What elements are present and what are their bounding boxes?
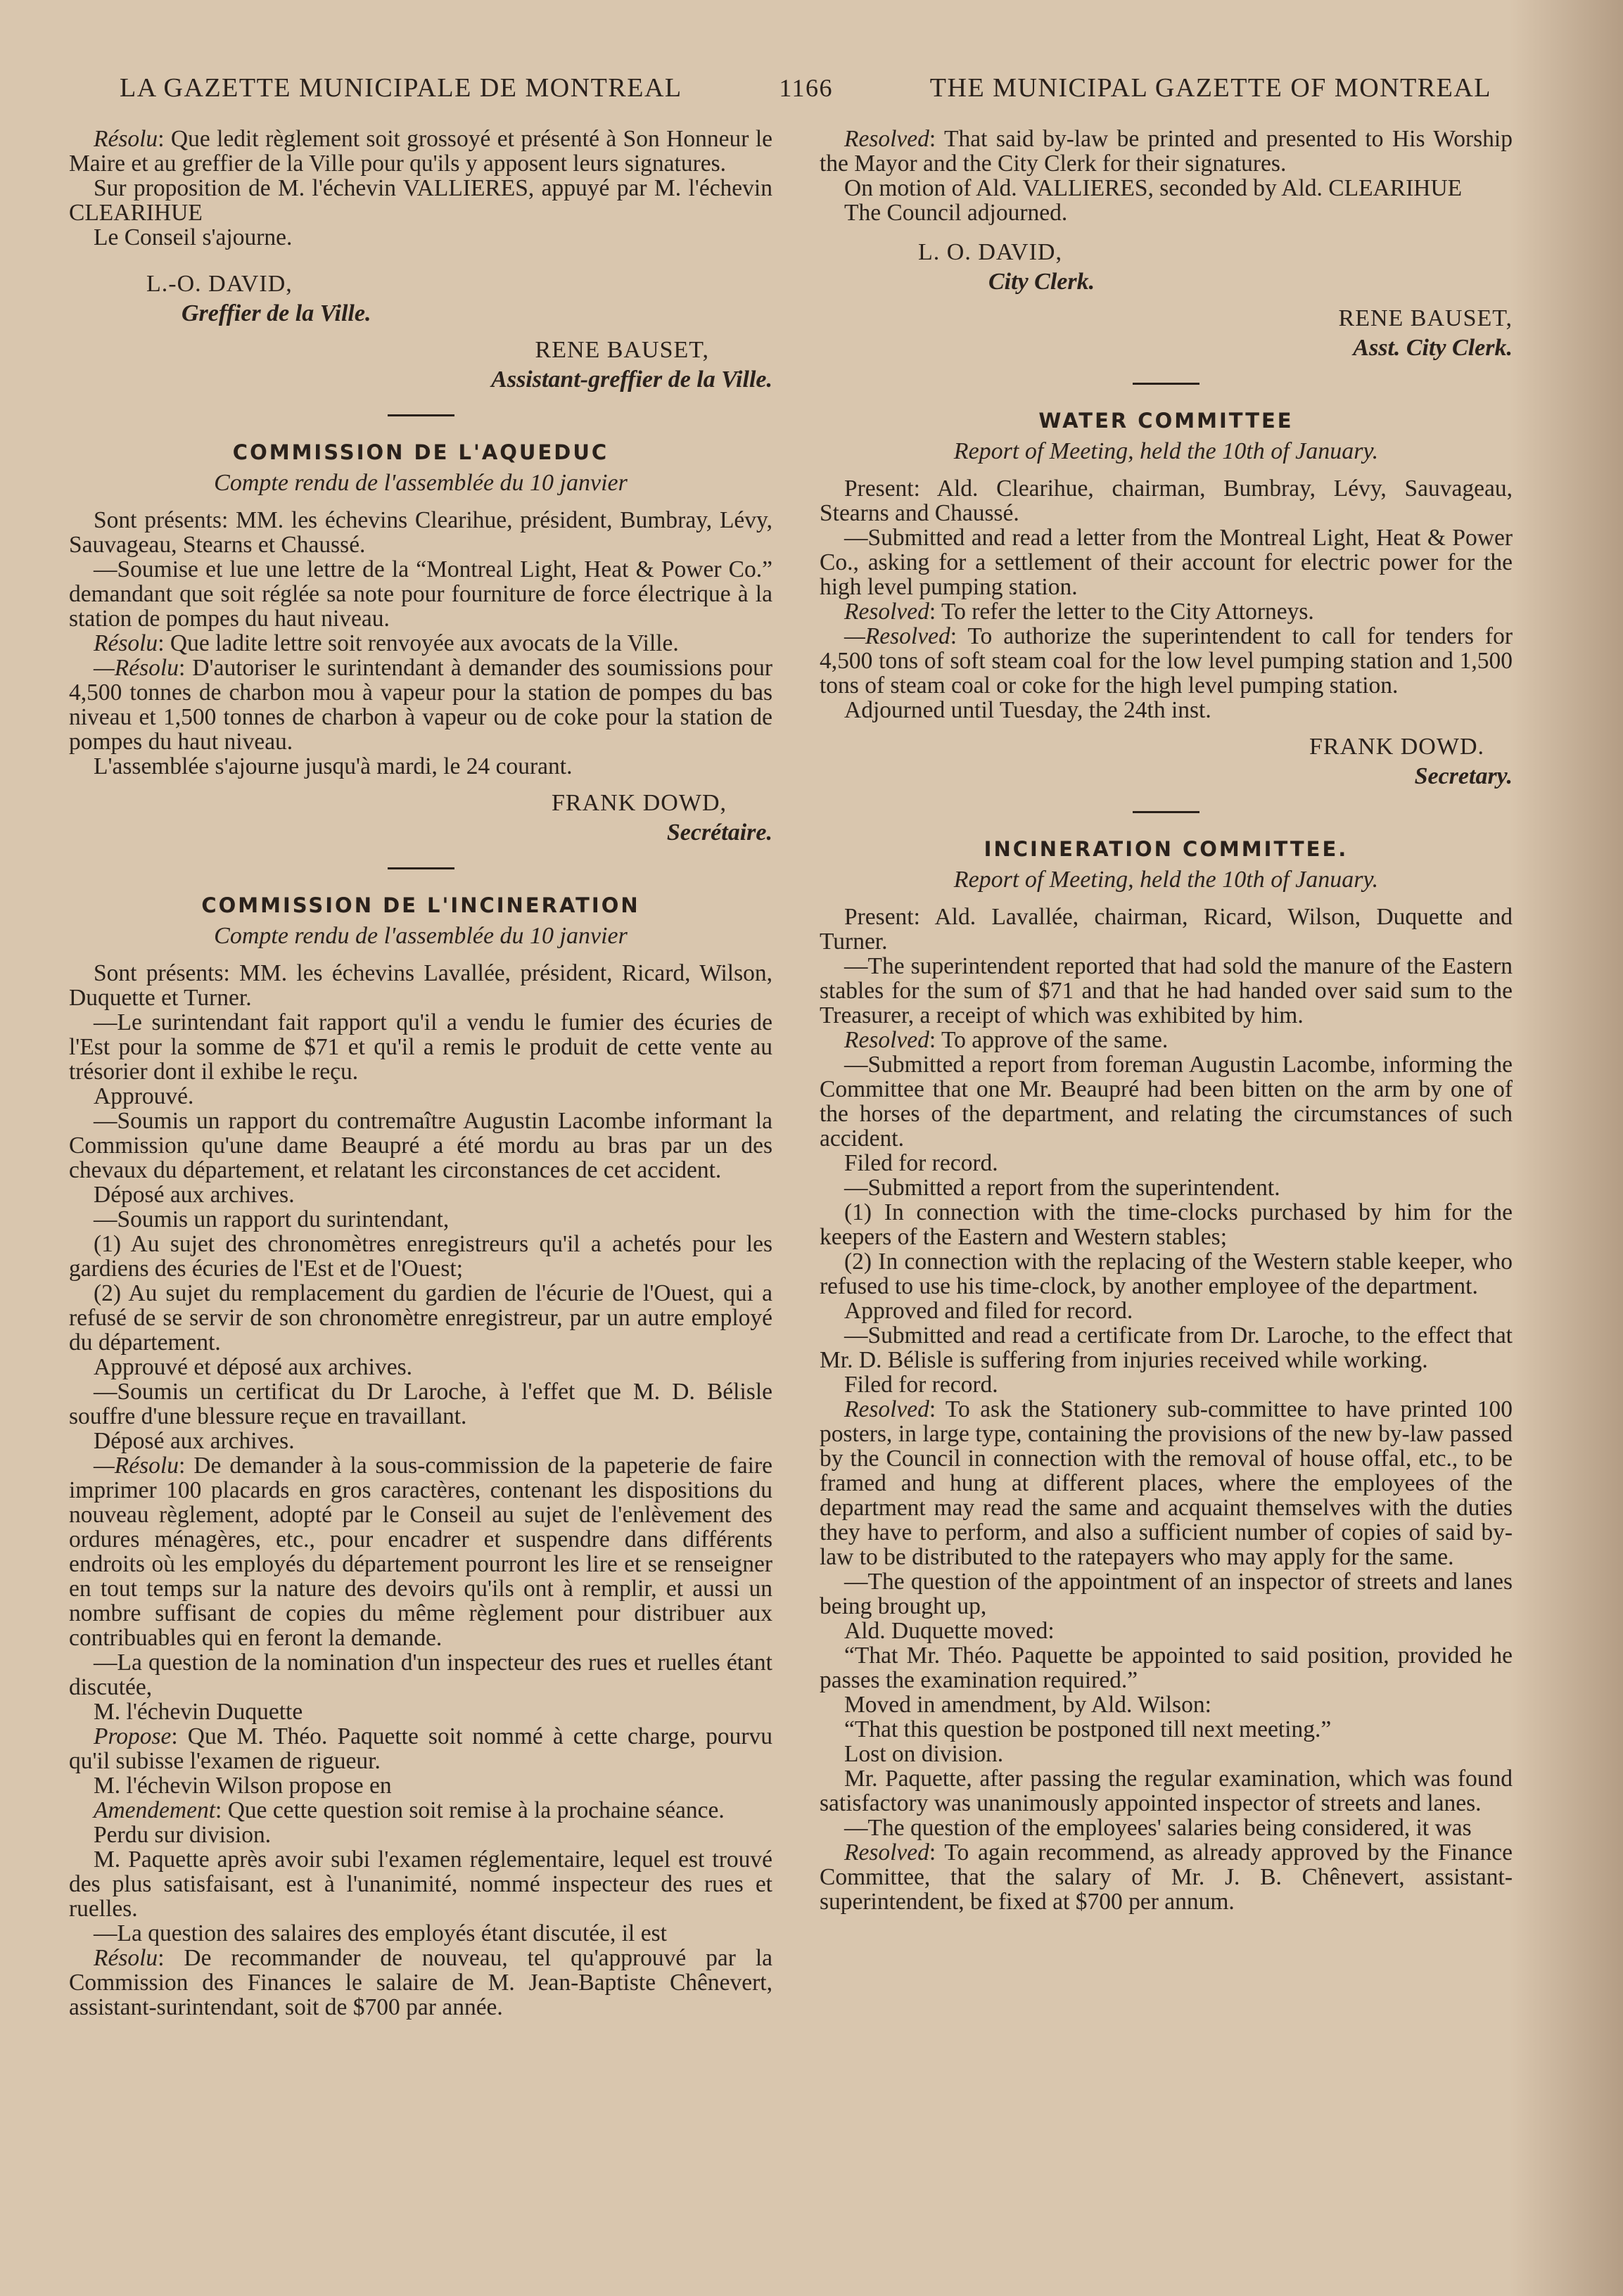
report-paragraph: Filed for record.	[844, 1372, 998, 1398]
report-paragraph: Approuvé et déposé aux archives.	[94, 1354, 413, 1380]
french-column	[69, 127, 772, 2020]
report-paragraph: Ald. Duquette moved:	[844, 1618, 1055, 1644]
clerk-signature: L. O. DAVID, City Clerk.	[918, 239, 1095, 295]
report-paragraph: Sont présents: MM. les échevins Lavallée, président, Ricard, Wilson, Duquette et Turner.	[69, 960, 772, 1011]
adjourn-paragraph: Le Conseil s'ajourne.	[94, 224, 293, 250]
report-paragraph: —La question de la nomination d'un inspecteur des rues et ruelles étant discutée,	[69, 1650, 772, 1700]
report-paragraph: Filed for record.	[844, 1150, 998, 1176]
report-paragraph: (1) In connection with the time-clocks purchased by him for the keepers of the Eastern and Western stables;	[820, 1199, 1513, 1250]
motion-paragraph: Propose: Que M. Théo. Paquette soit nommé à cette charge, pourvu qu'il subisse l'examen de rigueur.	[69, 1723, 772, 1774]
english-column	[820, 127, 1513, 1914]
report-paragraph: —Soumis un rapport du surintendant,	[94, 1206, 450, 1232]
resolution-paragraph: Résolu: Que ledit règlement soit grossoyé et présenté à Son Honneur le Maire et au greffier de la Ville pour qu'ils y apposent leurs signatures.	[69, 126, 772, 177]
report-paragraph: —Soumis un rapport du contremaître Augustin Lacombe informant la Commission qu'une dame Beaupré a été mordu au bras par un des chevaux du département, et relatant les circonstances de cet accident.	[69, 1108, 772, 1183]
attendance-paragraph: Sont présents: MM. les échevins Clearihue, président, Bumbray, Lévy, Sauvageau, Stearns et Chaussé.	[69, 507, 772, 558]
report-paragraph: —The question of the appointment of an inspector of streets and lanes being brought up,	[820, 1569, 1513, 1619]
header-english-title: THE MUNICIPAL GAZETTE OF MONTREAL	[929, 73, 1491, 103]
report-paragraph: Approuvé.	[94, 1083, 194, 1109]
resolution-paragraph: Resolved: To again recommend, as already approved by the Finance Committee, that the salary of Mr. J. B. Chênevert, assistant-superintendent, be fixed at $700 per annum.	[820, 1839, 1513, 1915]
report-paragraph: —Soumis un certificat du Dr Laroche, à l'effet que M. D. Bélisle souffre d'une blessure reçue en travaillant.	[69, 1379, 772, 1429]
attendance-paragraph: Present: Ald. Clearihue, chairman, Bumbray, Lévy, Sauvageau, Stearns and Chaussé.	[820, 476, 1513, 526]
report-paragraph: —La question des salaires des employés étant discutée, il est	[94, 1920, 667, 1946]
section-subtitle: Compte rendu de l'assemblée du 10 janvier	[214, 470, 628, 496]
header-french-title: LA GAZETTE MUNICIPALE DE MONTREAL	[120, 73, 682, 103]
motion-paragraph: On motion of Ald. VALLIERES, seconded by Ald. CLEARIHUE	[844, 175, 1463, 201]
section-divider	[1133, 383, 1199, 385]
section-subtitle: Report of Meeting, held the 10th of January.	[953, 867, 1379, 893]
resolution-paragraph: Resolved: That said by-law be printed and presented to His Worship the Mayor and the City Clerk for their signatures.	[820, 126, 1513, 177]
report-paragraph: —Le surintendant fait rapport qu'il a vendu le fumier des écuries de l'Est pour la somme de $71 et qu'il a remis le produit de cette vente au trésorier dont il exhibe le reçu.	[69, 1009, 772, 1085]
report-paragraph: “That Mr. Théo. Paquette be appointed to said position, provided he passes the examination required.”	[820, 1643, 1513, 1693]
section-divider	[1133, 811, 1199, 813]
report-paragraph: (1) Au sujet des chronomètres enregistreurs qu'il a achetés pour les gardiens des écuries de l'Est et de l'Ouest;	[69, 1231, 772, 1282]
report-paragraph: —The question of the employees' salaries being considered, it was	[844, 1815, 1472, 1841]
letter-paragraph: —Submitted and read a letter from the Montreal Light, Heat & Power Co., asking for a settlement of their account for electric power for the high level pumping station.	[820, 525, 1513, 600]
report-paragraph: M. l'échevin Wilson propose en	[94, 1773, 392, 1799]
report-paragraph: Déposé aux archives.	[94, 1428, 295, 1454]
adjourn-paragraph: L'assemblée s'ajourne jusqu'à mardi, le 24 courant.	[94, 753, 573, 779]
section-title: WATER COMMITTEE	[1038, 409, 1294, 433]
report-paragraph: “That this question be postponed till next meeting.”	[844, 1716, 1332, 1742]
report-paragraph: Perdu sur division.	[94, 1822, 272, 1848]
assistant-clerk-signature: RENE BAUSET, Assistant-greffier de la Ville.	[491, 337, 772, 393]
resolution-paragraph: Resolved: To ask the Stationery sub-committee to have printed 100 posters, in large type, containing the provisions of the new by-law passed by the Council in connection with the removal of house offal, etc., to be framed and hung at different places, where the employees of the department may read the same and acquaint themselves with the duties they have to perform, and also a sufficient number of copies of said by-law to be distributed to the ratepayers who may apply for the same.	[820, 1396, 1513, 1570]
assistant-clerk-signature: RENE BAUSET, Asst. City Clerk.	[1338, 305, 1513, 361]
report-paragraph: M. Paquette après avoir subi l'examen réglementaire, lequel est trouvé des plus satisfaisant, est à l'unanimité, nommé inspecteur des rues et ruelles.	[69, 1847, 772, 1922]
section-subtitle: Report of Meeting, held the 10th of January.	[953, 438, 1379, 464]
page-header	[120, 63, 1491, 113]
section-title: COMMISSION DE L'INCINERATION	[201, 893, 640, 917]
section-title: INCINERATION COMMITTEE.	[984, 837, 1349, 861]
report-paragraph: (2) In connection with the replacing of the Western stable keeper, who refused to use his time-clock, by another employee of the department.	[820, 1249, 1513, 1299]
motion-paragraph: Sur proposition de M. l'échevin VALLIERES, appuyé par M. l'échevin CLEARIHUE	[69, 175, 772, 226]
report-paragraph: —Submitted a report from foreman Augustin Lacombe, informing the Committee that one Mr. Beaupré had been bitten on the arm by one of the horses of the department, and relating the circumstances of such accident.	[820, 1052, 1513, 1152]
section-title: COMMISSION DE L'AQUEDUC	[232, 440, 609, 464]
resolution-paragraph: —Résolu: D'autoriser le surintendant à demander des soumissions pour 4,500 tonnes de charbon mou à vapeur pour la station de pompes du bas niveau et 1,500 tonnes de charbon à vapeur ou de coke pour la station de pompes du haut niveau.	[69, 655, 772, 755]
resolution-paragraph: Resolved: To refer the letter to the City Attorneys.	[844, 599, 1314, 625]
report-paragraph: Mr. Paquette, after passing the regular examination, which was found satisfactory was unanimously appointed inspector of streets and lanes.	[820, 1766, 1513, 1816]
resolution-paragraph: Résolu: De recommander de nouveau, tel qu'approuvé par la Commission des Finances le salaire de M. Jean-Baptiste Chênevert, assistant-surintendant, soit de $700 par année.	[69, 1945, 772, 2020]
report-paragraph: Moved in amendment, by Ald. Wilson:	[844, 1692, 1211, 1718]
clerk-signature: L.-O. DAVID, Greffier de la Ville.	[146, 271, 371, 326]
section-subtitle: Compte rendu de l'assemblée du 10 janvier	[214, 923, 628, 949]
report-paragraph: —The superintendent reported that had sold the manure of the Eastern stables for the sum of $71 and that he had handed over said sum to the Treasurer, a receipt of which was exhibited by him.	[820, 953, 1513, 1028]
report-paragraph: Present: Ald. Lavallée, chairman, Ricard, Wilson, Duquette and Turner.	[820, 904, 1513, 955]
resolution-paragraph: Resolved: To approve of the same.	[844, 1027, 1169, 1053]
report-paragraph: Approved and filed for record.	[844, 1298, 1133, 1324]
report-paragraph: —Submitted a report from the superintendent.	[844, 1175, 1280, 1201]
report-paragraph: —Submitted and read a certificate from Dr. Laroche, to the effect that Mr. D. Bélisle is suffering from injuries received while working.	[820, 1322, 1513, 1373]
resolution-paragraph: Résolu: Que ladite lettre soit renvoyée aux avocats de la Ville.	[94, 630, 679, 656]
amendment-paragraph: Amendement: Que cette question soit remise à la prochaine séance.	[94, 1797, 725, 1823]
adjourn-paragraph: Adjourned until Tuesday, the 24th inst.	[844, 697, 1211, 723]
resolution-paragraph: —Résolu: De demander à la sous-commission de la papeterie de faire imprimer 100 placards en gros caractères, contenant les dispositions du nouveau règlement, adopté par le Conseil au sujet de l'enlèvement des ordures ménagères, etc., pour encadrer et suspendre dans différents endroits où les employés du département pourront les lire et se renseigner en tout temps sur la nature des devoirs qu'ils ont à remplir, et aussi un nombre suffisant de copies du même règlement pour distribuer aux contribuables qui en feront la demande.	[69, 1453, 772, 1651]
letter-paragraph: —Soumise et lue une lettre de la “Montreal Light, Heat & Power Co.” demandant que soit réglée sa note pour fourniture de force électrique à la station de pompes du haut niveau.	[69, 556, 772, 632]
report-paragraph: M. l'échevin Duquette	[94, 1699, 303, 1725]
report-paragraph: (2) Au sujet du remplacement du gardien de l'écurie de l'Ouest, qui a refusé de se servir de son chronomètre enregistreur, par un autre employé du département.	[69, 1280, 772, 1356]
report-paragraph: Lost on division.	[844, 1741, 1004, 1767]
report-paragraph: Déposé aux archives.	[94, 1182, 295, 1208]
section-divider	[388, 867, 454, 869]
section-divider	[388, 414, 454, 416]
page-number: 1166	[779, 74, 834, 102]
adjourn-paragraph: The Council adjourned.	[844, 200, 1068, 226]
secretary-signature: FRANK DOWD. Secretary.	[1309, 734, 1513, 789]
secretary-signature: FRANK DOWD, Secrétaire.	[552, 790, 772, 846]
resolution-paragraph: —Resolved: To authorize the superintendent to call for tenders for 4,500 tons of soft steam coal for the low level pumping station and 1,500 tons of steam coal or coke for the high level pumping station.	[820, 623, 1513, 699]
